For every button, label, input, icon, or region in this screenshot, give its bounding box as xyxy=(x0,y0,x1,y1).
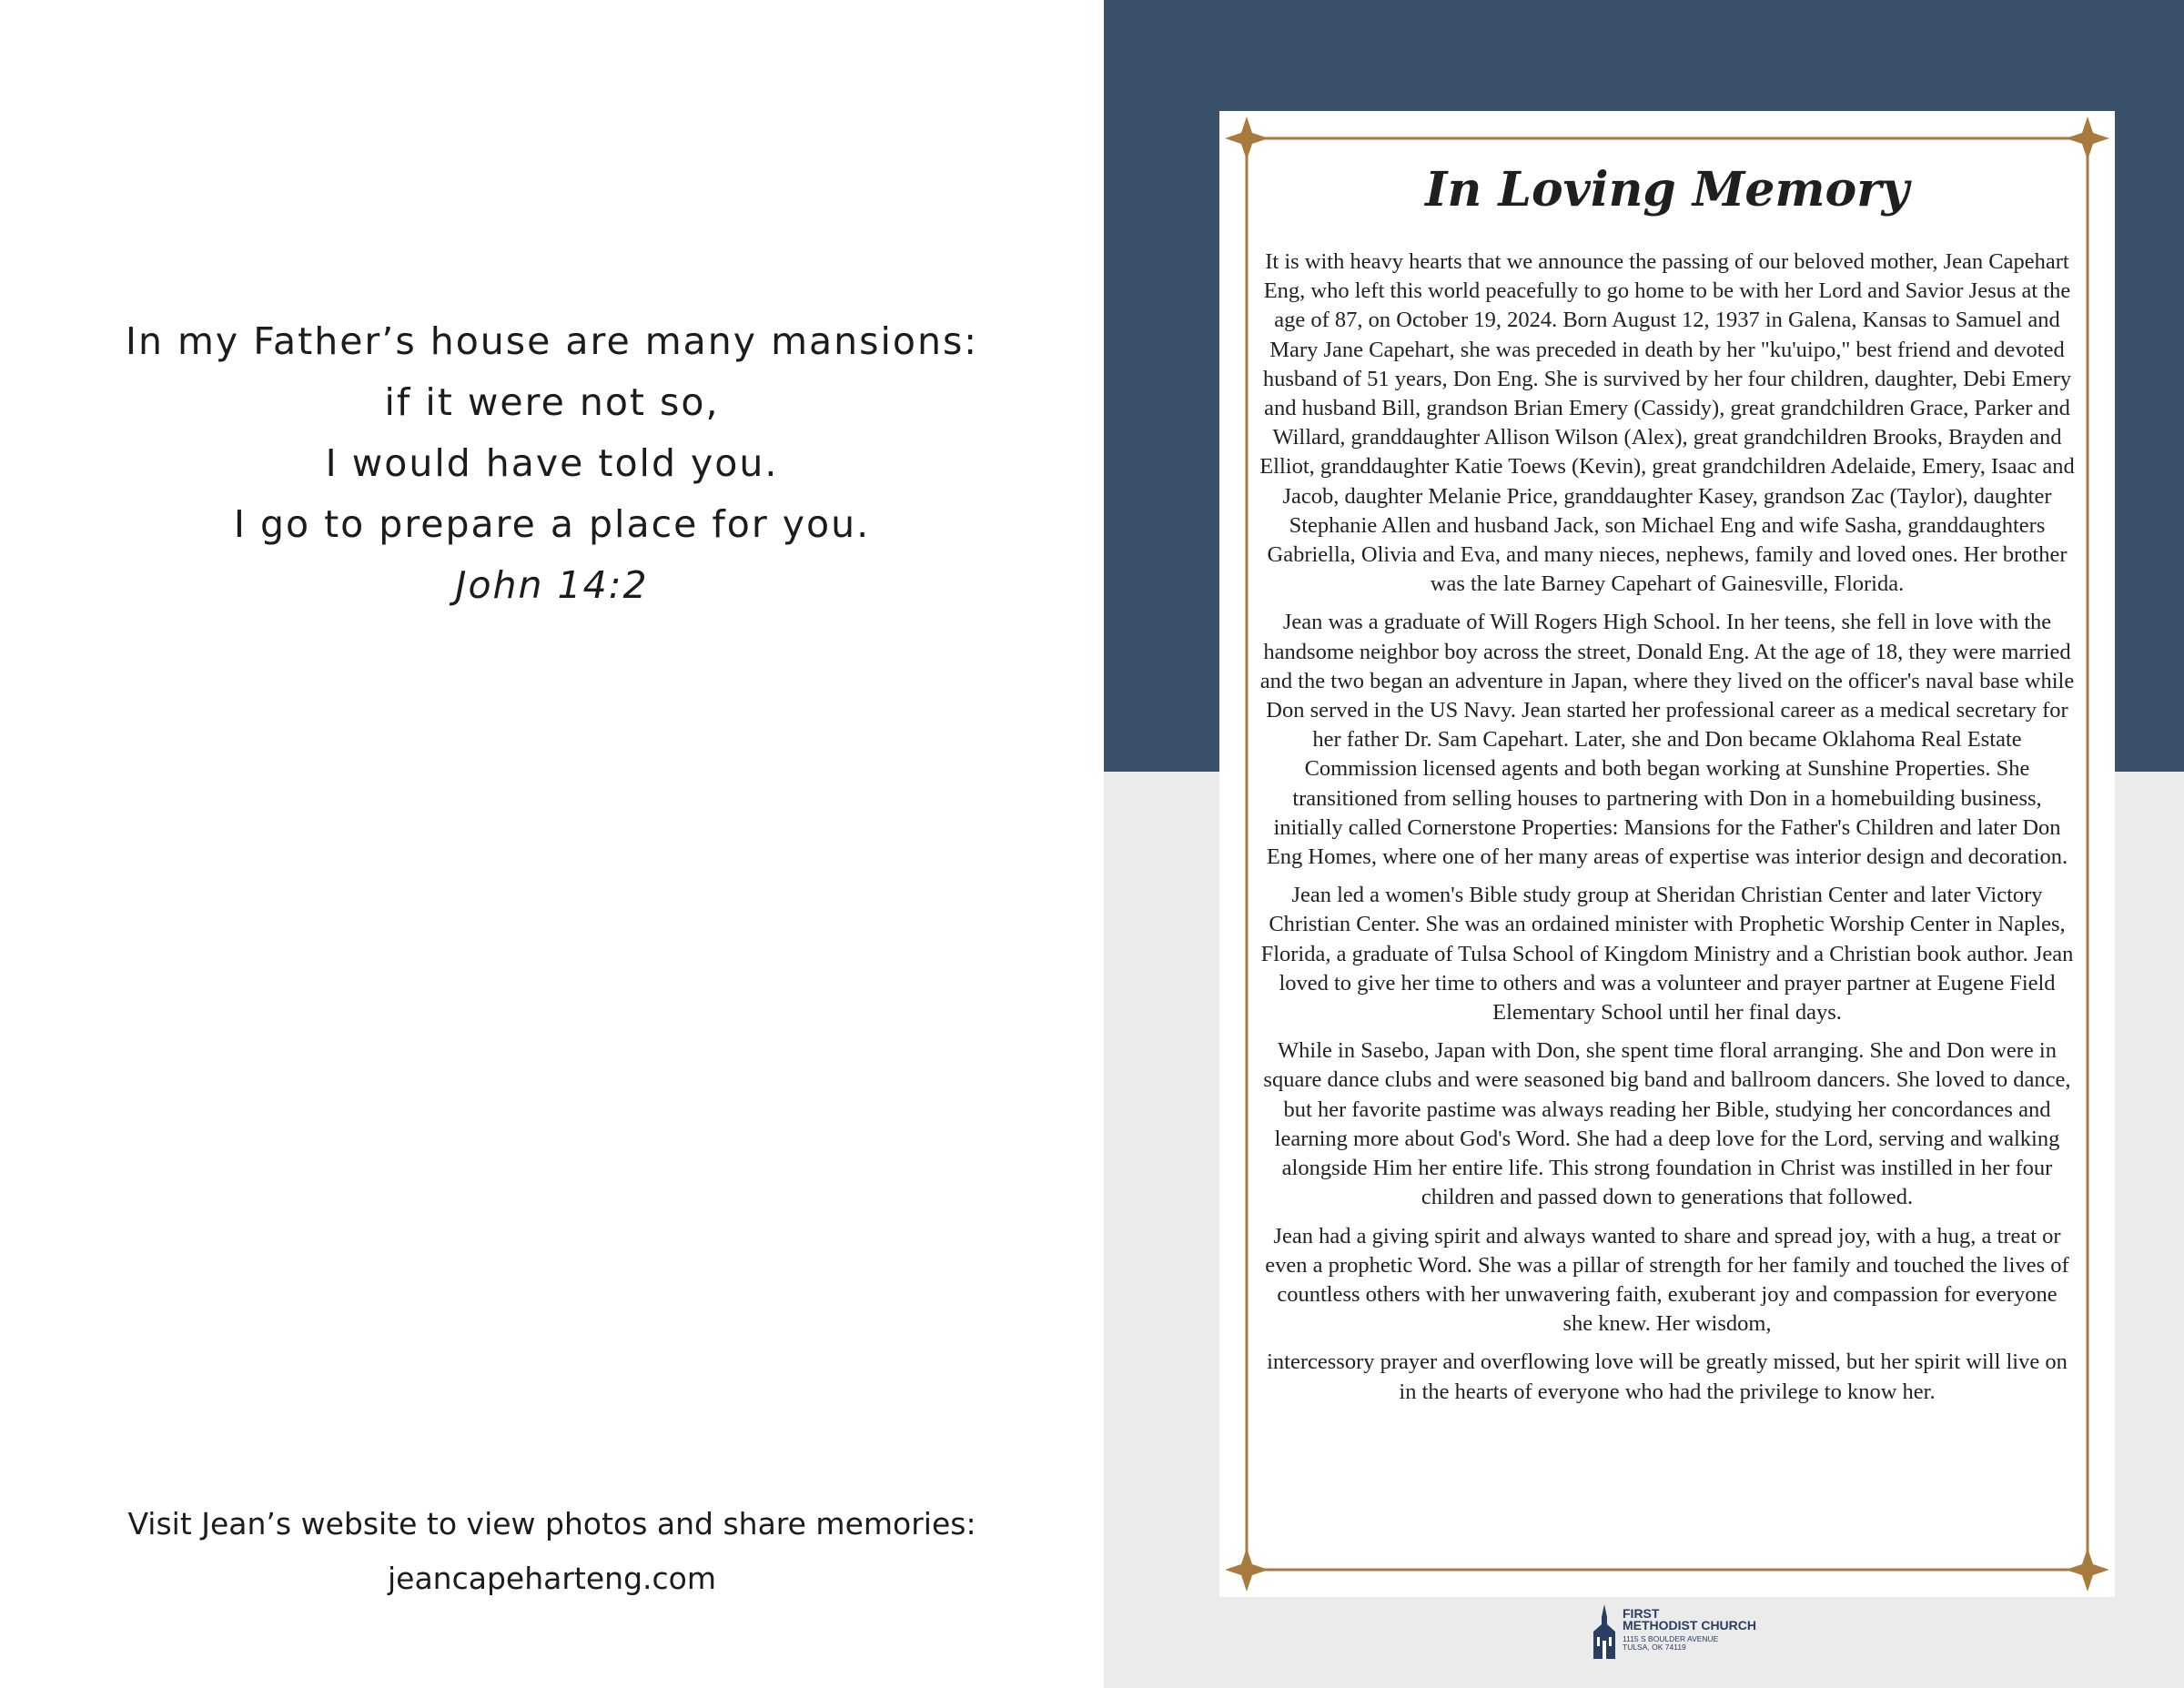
star-ornament-icon xyxy=(2066,1548,2109,1592)
memorial-card xyxy=(1219,111,2115,1597)
church-name: FIRST METHODIST CHURCH xyxy=(1623,1606,1756,1632)
star-ornament-icon xyxy=(2066,116,2109,160)
star-ornament-icon xyxy=(1225,1548,1269,1592)
obituary-paragraph: intercessory prayer and overflowing love will be greatly missed, but her spirit will live on in the hearts of everyone who had the privilege to know her. xyxy=(1267,1349,2068,1404)
obituary-paragraph: Jean led a women's Bible study group at Sheridan Christian Center and later Victory Christian Center. She was an ordained minister with Prophetic Worship Center in Naples, Florida, a graduate of Tulsa School of Kingdom Ministry and a Christian book author. Jean loved to give her time to others and was a volunteer and prayer partner at Eugene Field Elementary School until her final days. xyxy=(1260,883,2074,1026)
verse-line: In my Father’s house are many mansions: xyxy=(125,319,979,363)
verse-line: I would have told you. xyxy=(325,441,779,485)
right-panel xyxy=(1104,0,2184,1688)
scripture-verse xyxy=(0,311,1104,616)
website-block xyxy=(0,1497,1104,1606)
verse-line: if it were not so, xyxy=(384,380,720,424)
obituary-paragraph: It is with heavy hearts that we announce the passing of our beloved mother, Jean Capehart Eng, who left this world peacefully to go home to be with her Lord and Savior Jesus at the age of 87, on October 19, 2024. Born August 12, 1937 in Galena, Kansas to Samuel and Mary Jane Capehart, she was preceded in death by her "ku'uipo," best friend and devoted husband of 51 years, Don Eng. She is survived by her four children, daughter, Debi Emery and husband Bill, grandson Brian Emery (Cassidy), great grandchildren Grace, Parker and Willard, granddaughter Allison Wilson (Alex), great grandchildren Brooks, Brayden and Elliot, granddaughter Katie Toews (Kevin), great grandchildren Adelaide, Emery, Isaac and Jacob, daughter Melanie Price, granddaughter Kasey, grandson Zac (Taylor), daughter Stephanie Allen and husband Jack, son Michael Eng and wife Sasha, granddaughters Gabriella, Olivia and Eva, and many nieces, nephews, family and loved ones. Her brother was the late Barney Capehart of Gainesville, Florida. xyxy=(1259,249,2075,597)
church-address: 1115 S BOULDER AVENUE TULSA, OK 74119 xyxy=(1623,1634,1719,1652)
verse-line: I go to prepare a place for you. xyxy=(233,502,871,546)
website-url[interactable]: jeancapeharteng.com xyxy=(387,1561,716,1596)
verse-reference: John 14:2 xyxy=(455,563,649,607)
obituary-paragraph: While in Sasebo, Japan with Don, she spent time floral arranging. She and Don were in square dance clubs and were seasoned big band and ballroom dancers. She loved to dance, but her favorite pastime was always reading her Bible, studying her concordances and learning more about God's Word. She had a deep love for the Lord, serving and walking alongside Him her entire life. This strong foundation in Christ was instilled in her four children and passed down to generations that followed. xyxy=(1263,1038,2071,1210)
obituary-paragraph: Jean was a graduate of Will Rogers High School. In her teens, she fell in love with the handsome neighbor boy across the street, Donald Eng. At the age of 18, they were married and the two began an adventure in Japan, where they lived on the officer's naval base while Don served in the US Navy. Jean started her professional career as a medical secretary for her father Dr. Sam Capehart. Later, she and Don became Oklahoma Real Estate Commission licensed agents and both began working at Sunshine Properties. She transitioned from selling houses to partnering with Don in a homebuilding business, initially called Cornerstone Properties: Mansions for the Father's Children and later Don Eng Homes, where one of her many areas of expertise was interior design and decoration. xyxy=(1259,610,2075,870)
church-logo xyxy=(1592,1604,1764,1661)
church-building-icon xyxy=(1592,1604,1617,1659)
star-ornament-icon xyxy=(1225,116,1269,160)
card-title: In Loving Memory xyxy=(1425,162,1909,217)
website-prompt: Visit Jean’s website to view photos and share memories: xyxy=(127,1506,976,1541)
obituary-text xyxy=(1259,248,2075,1416)
obituary-paragraph: Jean had a giving spirit and always wanted to share and spread joy, with a hug, a treat or even a prophetic Word. She was a pillar of strength for her family and touched the lives of countless others with her unwavering faith, exuberant joy and compassion for everyone she knew. Her wisdom, xyxy=(1265,1223,2069,1337)
